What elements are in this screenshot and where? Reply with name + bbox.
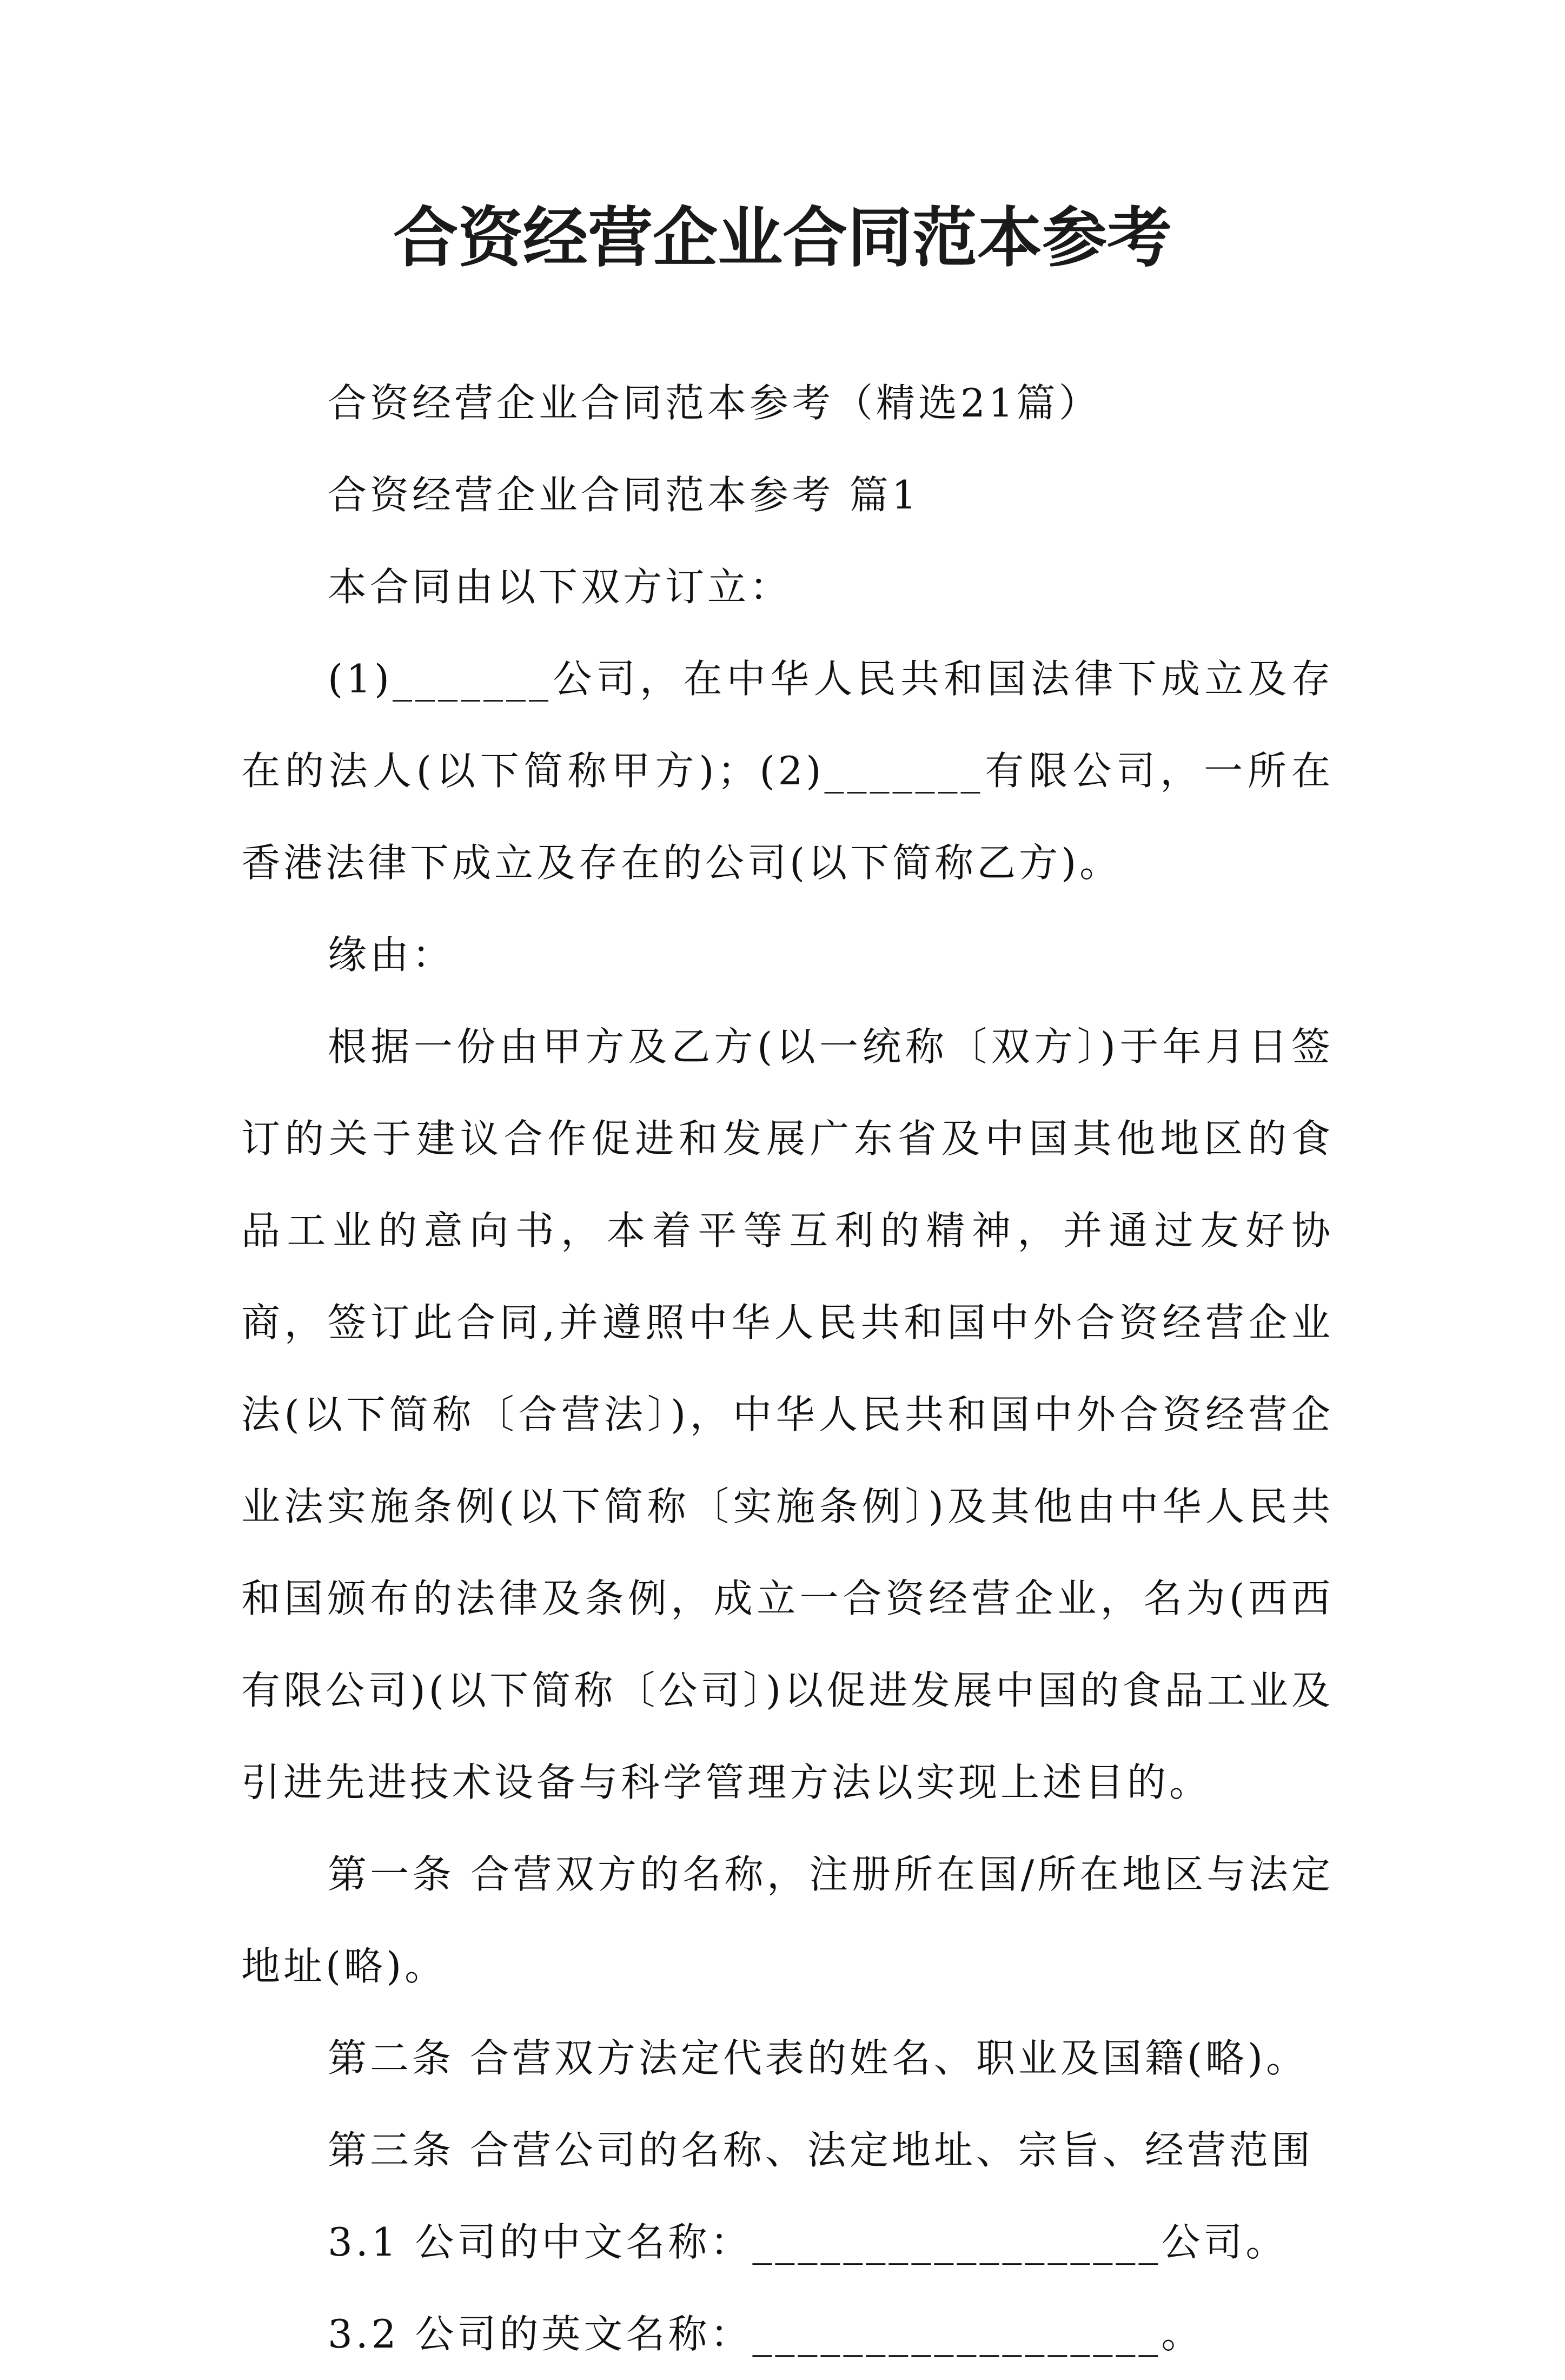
paragraph-reason-heading: 缘由： [328, 932, 455, 977]
paragraph-reason: 根据一份由甲方及乙方(以一统称〔双方〕)于年月日签订的关于建议合作促进和发展广东省及中国其他地区的食品工业的意向书，本着平等互利的精神，并通过友好协商，签订此合同,并遵照中华人民共和国中外合资经营企业法(以下简称〔合营法〕)，中华人民共和国中外合资经营企业法实施条例(以下简称〔实施条例〕)及其他由中华人民共和国颁布的法律及条例，成立一合资经营企业，名为(西西有限公司)(以下简称〔公司〕)以促进发展中国的食品工业及引进先进技术设备与科学管理方法以实现上述目的。 [241, 1024, 1334, 1805]
paragraph-article-2: 第二条 合营双方法定代表的姓名、职业及国籍(略)。 [328, 2035, 1309, 2081]
paragraph-parties-intro: 本合同由以下双方订立： [328, 564, 792, 610]
document-title: 合资经营企业合同范本参考 [393, 200, 1172, 276]
paragraph-subtitle: 合资经营企业合同范本参考（精选21篇） [328, 380, 1101, 426]
paragraph-section-heading: 合资经营企业合同范本参考 篇1 [328, 472, 920, 518]
paragraph-clause-3-2: 3.2 公司的英文名称：__________________。 [328, 2311, 1204, 2357]
paragraph-clause-3-1: 3.1 公司的中文名称：__________________公司。 [328, 2219, 1288, 2265]
paragraph-article-1: 第一条 合营双方的名称，注册所在国/所在地区与法定地址(略)。 [241, 1852, 1334, 1989]
paragraph-parties: (1)_______公司，在中华人民共和国法律下成立及存在的法人(以下简称甲方)；(2)_______有限公司，一所在香港法律下成立及存在的公司(以下简称乙方)。 [241, 656, 1334, 885]
paragraph-article-3: 第三条 合营公司的名称、法定地址、宗旨、经营范围 [328, 2127, 1314, 2173]
document-body [241, 357, 1334, 2380]
